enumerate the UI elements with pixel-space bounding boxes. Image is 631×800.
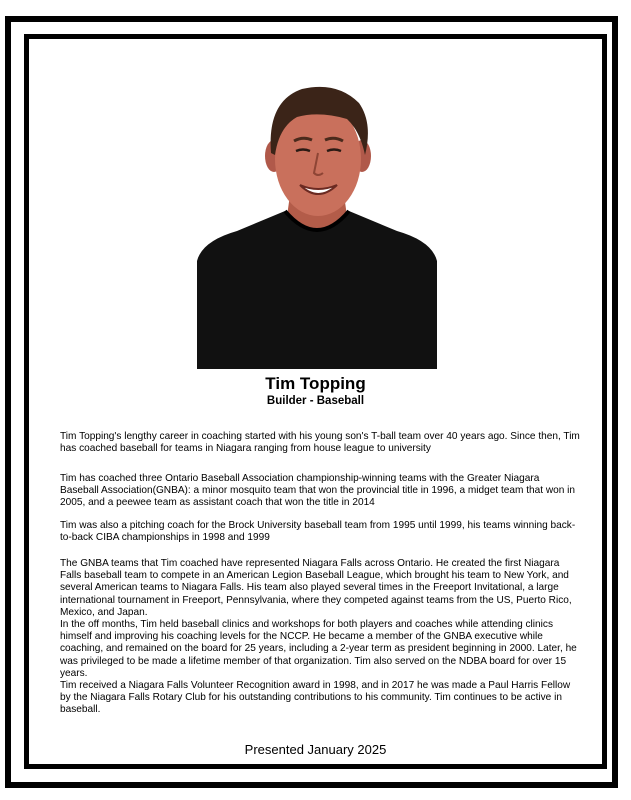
bio-paragraph-1: Tim Topping's lengthy career in coaching started with his young son's T-ball team over 40 years ago. Since then, Tim has coached baseball for teams in Niagara ranging from house league to university [60, 431, 580, 455]
bio-paragraph-4: The GNBA teams that Tim coached have represented Niagara Falls across Ontario. He created the first Niagara Falls baseball team to compete in an American Legion Baseball League, which brought his team to New York, and several American teams to Niagara Falls. His team also played several times in the Freeport Invitational, a large international tournament in Freeport, Pennsylvania, where they competed against teams from the US, Puerto Rico, Mexico, and Japan. [60, 558, 572, 618]
bio-paragraph-5: In the off months, Tim held baseball clinics and workshops for both players and coaches while attending clinics himself and improving his coaching levels for the NCCP. He became a member of the GNBA executive while coaching, and remained on the board for 25 years, including a 2-year term as president beginning in 2000. Later, he was privileged to be made a lifetime member of that organization. Tim also served on the NDBA board for over 15 years. [60, 619, 577, 679]
bio-paragraph-3: Tim was also a pitching coach for the Brock University baseball team from 1995 until 1999, his teams winning back-to-back CIBA championships in 1998 and 1999 [60, 520, 576, 544]
inductee-photo [197, 81, 437, 369]
presented-date: Presented January 2025 [244, 742, 387, 757]
inductee-name: Tim Topping [265, 374, 366, 393]
inductee-category: Builder - Baseball [266, 395, 365, 407]
bio-paragraph-2: Tim has coached three Ontario Baseball Association championship-winning teams with the Greater Niagara Baseball Association(GNBA): a minor mosquito team that won the provincial title in 1996, a midget team that won in 2005, and a peewee team as assistant coach that won the title in 2014 [60, 473, 576, 509]
bio-paragraph-6: Tim received a Niagara Falls Volunteer Recognition award in 1998, and in 2017 he was made a Paul Harris Fellow by the Niagara Falls Rotary Club for his outstanding contributions to his community. Tim continues to be active in baseball. [60, 680, 571, 716]
